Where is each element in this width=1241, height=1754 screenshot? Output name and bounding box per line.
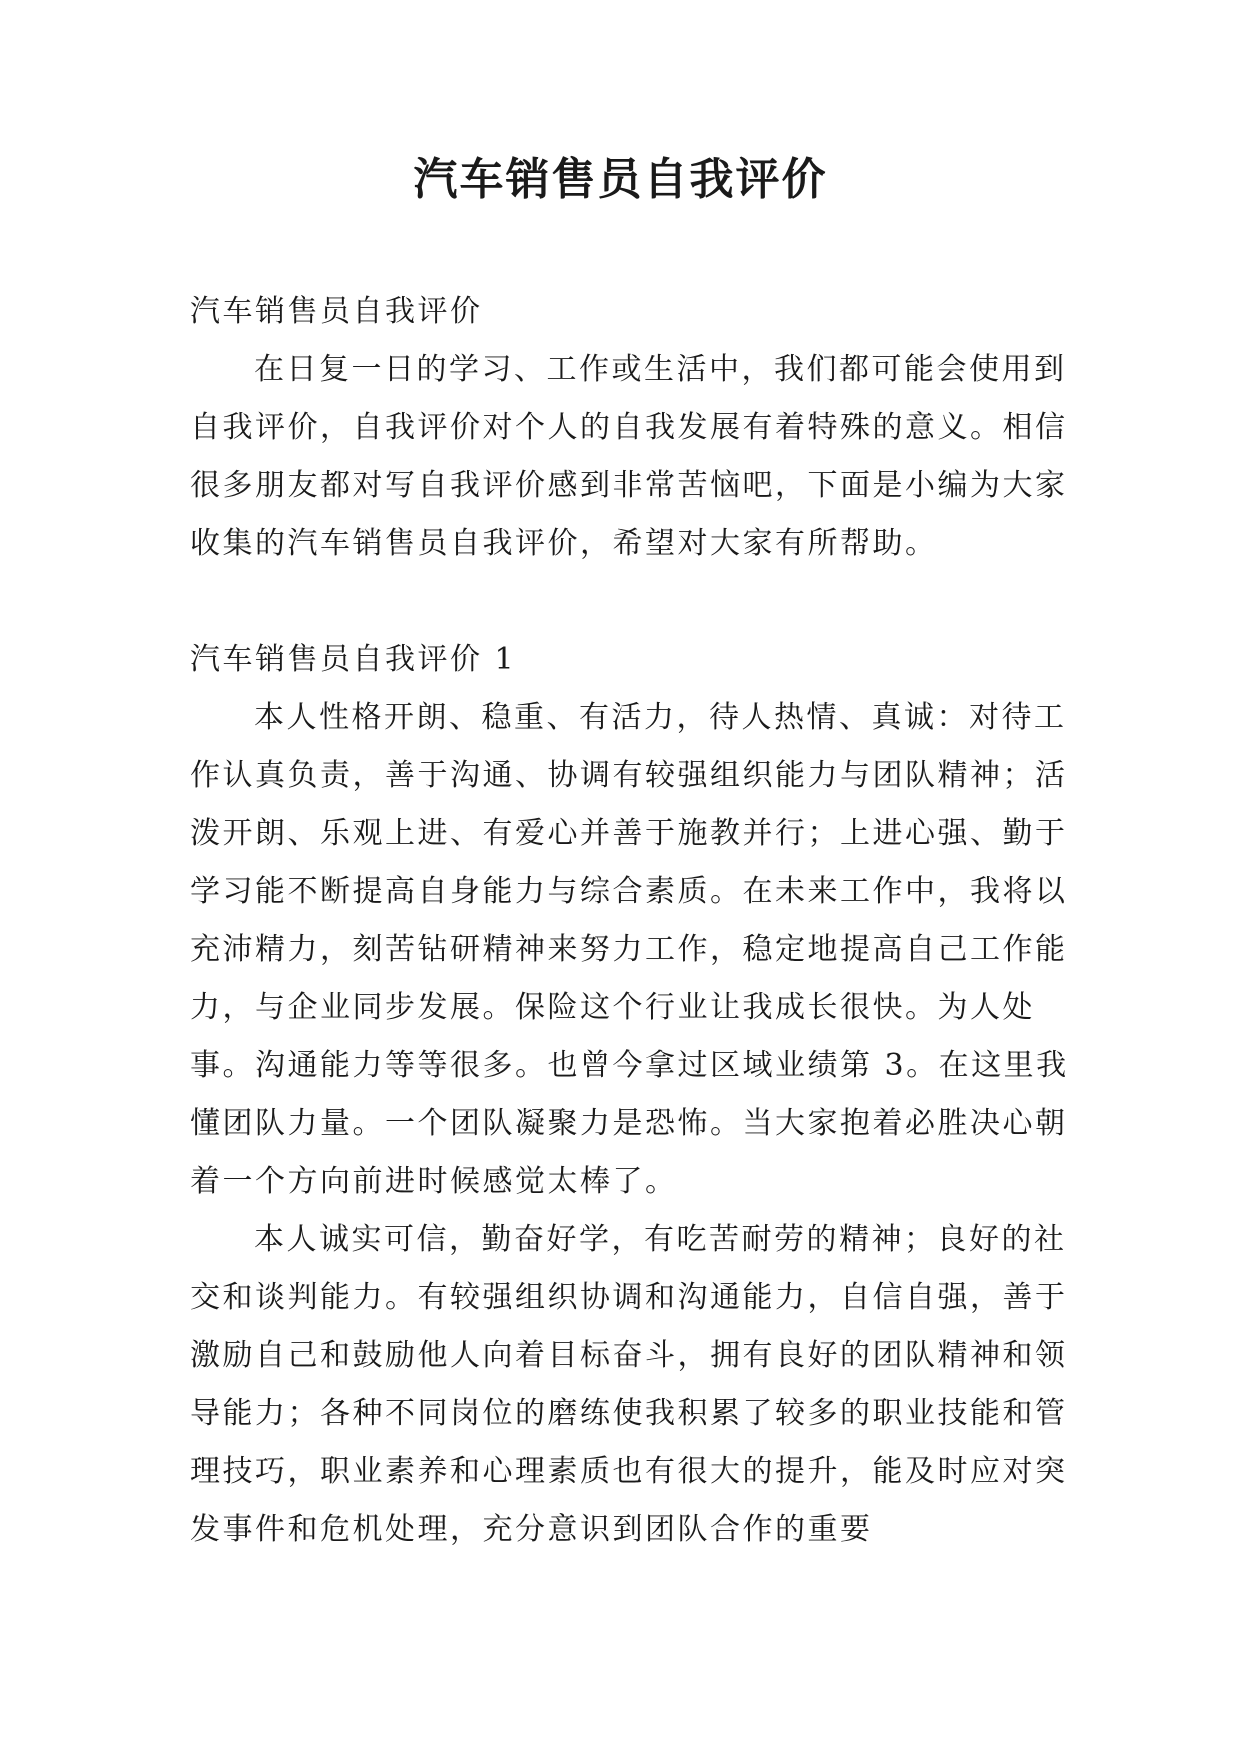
intro-paragraph: 在日复一日的学习、工作或生活中，我们都可能会使用到自我评价，自我评价对个人的自我发展有着特殊的意义。相信很多朋友都对写自我评价感到非常苦恼吧，下面是小编为大家收集的汽车销售员自我评价，希望对大家有所帮助。 [190, 352, 1068, 561]
section-heading-1: 汽车销售员自我评价 1 [190, 642, 517, 677]
section1-paragraph-1: 本人性格开朗、稳重、有活力，待人热情、真诚：对待工作认真负责，善于沟通、协调有较强组织能力与团队精神；活泼开朗、乐观上进、有爱心并善于施教并行；上进心强、勤于学习能不断提高自身能力与综合素质。在未来工作中，我将以充沛精力，刻苦钻研精神来努力工作，稳定地提高自己工作能力，与企业同步发展。保险这个行业让我成长很快。为人处事。沟通能力等等很多。也曾今拿过区域业绩第 3。在这里我懂团队力量。一个团队凝聚力是恐怖。当大家抱着必胜决心朝着一个方向前进时候感觉太棒了。 [190, 700, 1069, 1199]
document-subtitle: 汽车销售员自我评价 [190, 294, 483, 329]
section1-paragraph-2: 本人诚实可信，勤奋好学，有吃苦耐劳的精神；良好的社交和谈判能力。有较强组织协调和沟通能力，自信自强，善于激励自己和鼓励他人向着目标奋斗，拥有良好的团队精神和领导能力；各种不同岗位的磨练使我积累了较多的职业技能和管理技巧，职业素养和心理素质也有很大的提升，能及时应对突发事件和危机处理，充分意识到团队合作的重要 [190, 1222, 1068, 1547]
document-title: 汽车销售员自我评价 [413, 154, 828, 205]
paragraph-spacer [190, 573, 1070, 631]
document-body [190, 283, 1070, 1559]
